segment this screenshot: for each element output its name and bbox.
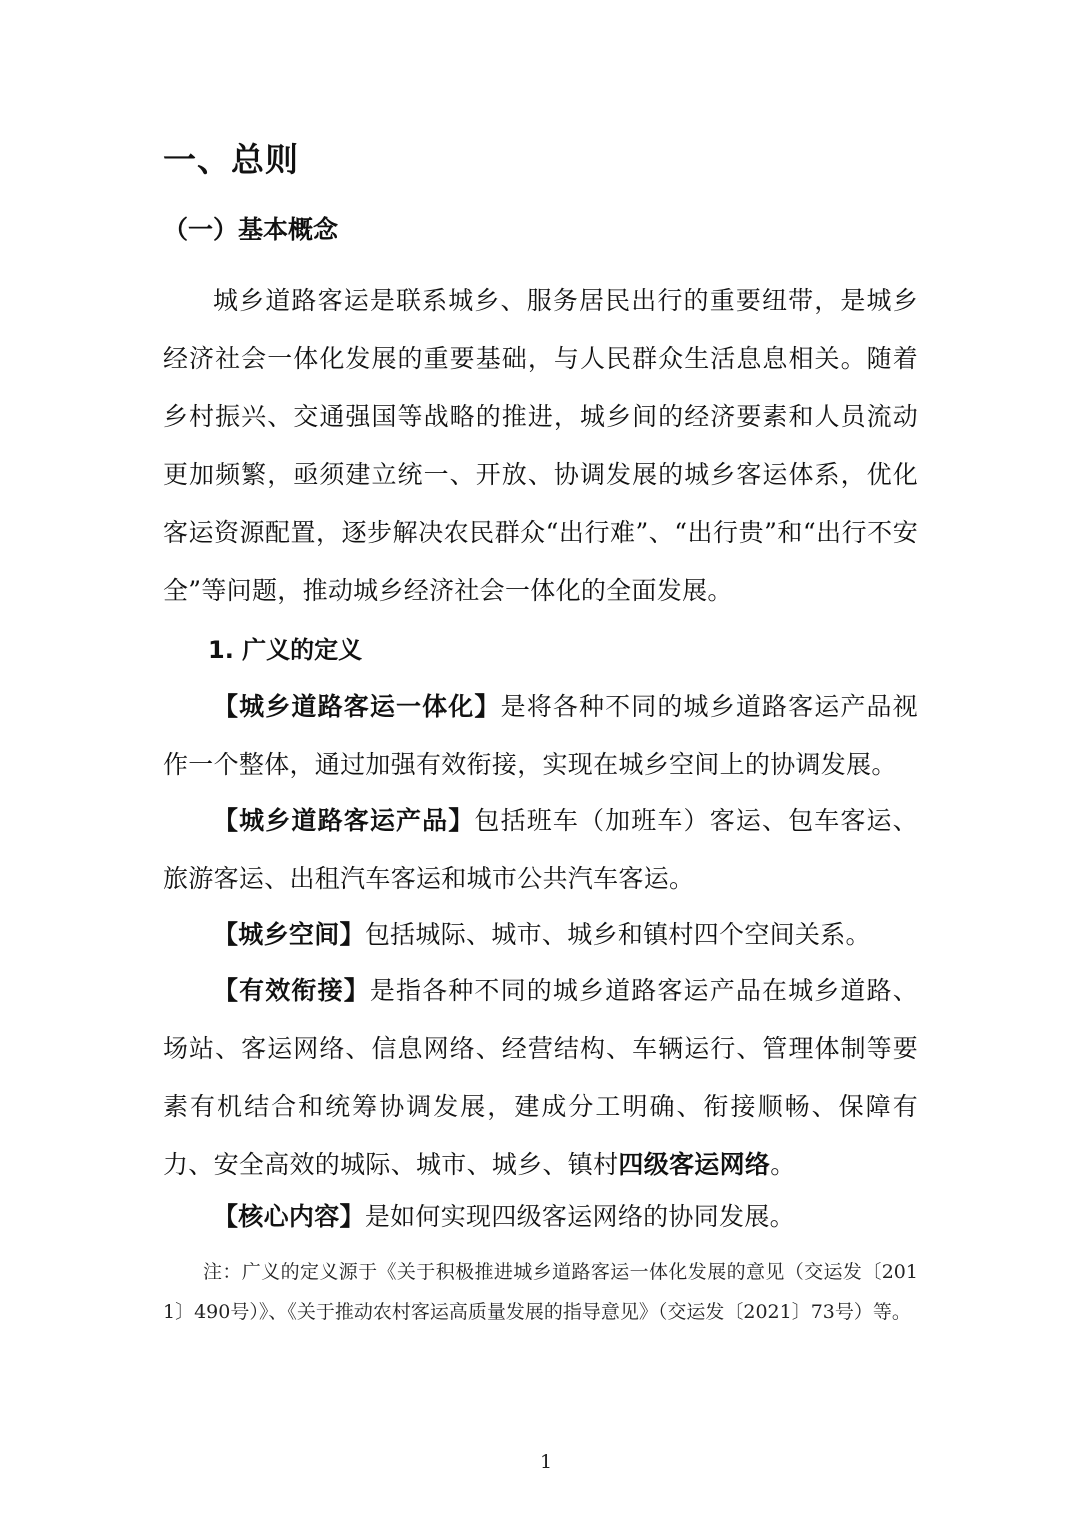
definition-space bbox=[163, 906, 918, 964]
intro-paragraph: 城乡道路客运是联系城乡、服务居民出行的重要纽带，是城乡经济社会一体化发展的重要基础，与人民群众生活息息相关。随着乡村振兴、交通强国等战略的推进，城乡间的经济要素和人员流动更加频繁，亟须建立统一、开放、协调发展的城乡客运体系，优化客运资源配置，逐步解决农民群众“出行难”、“出行贵”和“出行不安全”等问题，推动城乡经济社会一体化的全面发展。 bbox=[163, 286, 918, 605]
definition-text: 是如何实现四级客运网络的协同发展。 bbox=[364, 1202, 795, 1231]
definition-connection bbox=[163, 962, 918, 1194]
definition-term: 【城乡道路客运产品】 bbox=[213, 806, 475, 835]
definition-end: 。 bbox=[770, 1150, 796, 1179]
item-heading: 1. 广义的定义 bbox=[208, 636, 363, 664]
section-title: 一、总则 bbox=[163, 140, 299, 179]
definition-term: 【有效衔接】 bbox=[213, 976, 370, 1005]
source-note: 注：广义的定义源于《关于积极推进城乡道路客运一体化发展的意见（交运发〔2011〕490号）》、《关于推动农村客运高质量发展的指导意见》（交运发〔2021〕73号）等。 bbox=[163, 1261, 918, 1323]
definition-integration bbox=[163, 678, 918, 794]
definition-bold-tail: 四级客运网络 bbox=[618, 1150, 771, 1179]
definition-text: 是指各种不同的城乡道路客运产品在城乡道路、场站、客运网络、信息网络、经营结构、车辆运行、管理体制等要素有机结合和统筹协调发展，建成分工明确、衔接顺畅、保障有力、安全高效的城际、城市、城乡、镇村 bbox=[163, 976, 918, 1179]
definition-term: 【城乡空间】 bbox=[213, 920, 365, 949]
definition-term: 【核心内容】 bbox=[213, 1202, 365, 1231]
definition-text: 包括城际、城市、城乡和镇村四个空间关系。 bbox=[364, 920, 871, 949]
definition-core bbox=[163, 1188, 918, 1246]
definition-text: 包括班车（加班车）客运、包车客运、旅游客运、出租汽车客运和城市公共汽车客运。 bbox=[163, 806, 918, 893]
definition-products bbox=[163, 792, 918, 908]
page-number: 1 bbox=[539, 1451, 553, 1473]
definition-text: 是将各种不同的城乡道路客运产品视作一个整体，通过加强有效衔接，实现在城乡空间上的协调发展。 bbox=[163, 692, 918, 779]
subsection-title: （一）基本概念 bbox=[163, 215, 339, 244]
definition-term: 【城乡道路客运一体化】 bbox=[213, 692, 501, 721]
